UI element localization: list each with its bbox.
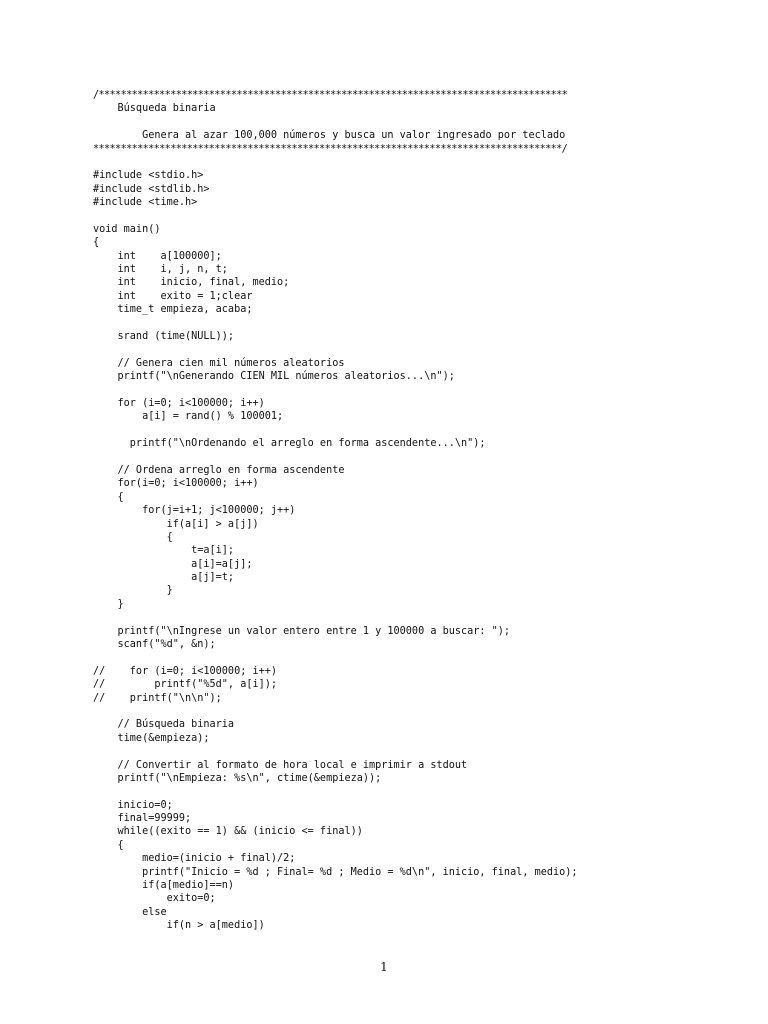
code-line: printf("\nEmpieza: %s\n", ctime(&empieza)); xyxy=(93,772,382,784)
code-line: else xyxy=(93,906,167,918)
code-line xyxy=(93,745,753,758)
code-line xyxy=(93,384,753,397)
code-line: } xyxy=(93,598,124,610)
code-line xyxy=(93,343,753,356)
code-line: a[j]=t; xyxy=(93,572,235,584)
code-line: if(a[medio]==n) xyxy=(93,880,235,892)
code-line: // for (i=0; i<100000; i++) xyxy=(93,665,278,677)
code-line: // Ordena arreglo en forma ascendente xyxy=(93,464,345,476)
code-line: if(n > a[medio]) xyxy=(93,920,265,932)
code-line: srand (time(NULL)); xyxy=(93,331,235,343)
code-line: // Convertir al formato de hora local e imprimir a stdout xyxy=(93,759,468,771)
code-line: *************************************************************************************/ xyxy=(93,143,568,155)
code-line: } xyxy=(93,585,173,597)
code-line: int a[100000]; xyxy=(93,250,222,262)
code-line: #include <stdio.h> xyxy=(93,170,204,182)
code-line: printf("\nIngrese un valor entero entre 1 y 100000 a buscar: "); xyxy=(93,625,511,637)
code-line: for(j=i+1; j<100000; j++) xyxy=(93,505,296,517)
code-line: int inicio, final, medio; xyxy=(93,277,290,289)
code-line: int i, j, n, t; xyxy=(93,264,228,276)
code-line: /************************************************************************************* xyxy=(93,90,568,101)
code-line: medio=(inicio + final)/2; xyxy=(93,853,296,865)
code-line: { xyxy=(93,237,100,249)
code-line: int exito = 1;clear xyxy=(93,290,253,302)
code-line xyxy=(93,451,753,464)
code-line: #include <time.h> xyxy=(93,197,198,209)
code-line: exito=0; xyxy=(93,893,216,905)
code-line: t=a[i]; xyxy=(93,545,235,557)
code-line: { xyxy=(93,491,124,503)
code-line xyxy=(93,611,753,624)
code-line xyxy=(93,317,753,330)
code-line: final=99999; xyxy=(93,813,192,825)
code-line: { xyxy=(93,839,124,851)
code-line: if(a[i] > a[j]) xyxy=(93,518,259,530)
code-line: Búsqueda binaria xyxy=(93,103,216,115)
code-line: time_t empieza, acaba; xyxy=(93,304,253,316)
code-line: time(&empieza); xyxy=(93,732,210,744)
code-line xyxy=(93,705,753,718)
code-line: // printf("\n\n"); xyxy=(93,692,222,704)
code-line: // Búsqueda binaria xyxy=(93,719,235,731)
code-line: void main() xyxy=(93,223,161,235)
page-number: 1 xyxy=(380,960,388,974)
code-line: a[i]=a[j]; xyxy=(93,558,253,570)
code-line: printf("Inicio = %d ; Final= %d ; Medio = %d\n", inicio, final, medio); xyxy=(93,866,578,878)
code-line: scanf("%d", &n); xyxy=(93,639,216,651)
code-line: for(i=0; i<100000; i++) xyxy=(93,478,259,490)
source-code-listing xyxy=(93,89,753,933)
code-line xyxy=(93,424,753,437)
code-line: printf("\nOrdenando el arreglo en forma ascendente...\n"); xyxy=(93,438,486,450)
code-line xyxy=(93,116,753,129)
code-line: #include <stdlib.h> xyxy=(93,183,210,195)
code-line xyxy=(93,210,753,223)
code-line: inicio=0; xyxy=(93,799,173,811)
code-line: printf("\nGenerando CIEN MIL números aleatorios...\n"); xyxy=(93,371,455,383)
code-line: // Genera cien mil números aleatorios xyxy=(93,357,345,369)
code-line xyxy=(93,156,753,169)
code-line: Genera al azar 100,000 números y busca un valor ingresado por teclado xyxy=(93,130,566,142)
code-line: a[i] = rand() % 100001; xyxy=(93,411,284,423)
code-line: // printf("%5d", a[i]); xyxy=(93,679,278,691)
code-line xyxy=(93,785,753,798)
code-line: while((exito == 1) && (inicio <= final)) xyxy=(93,826,363,838)
code-line: { xyxy=(93,531,173,543)
code-line xyxy=(93,651,753,664)
code-line: for (i=0; i<100000; i++) xyxy=(93,397,265,409)
